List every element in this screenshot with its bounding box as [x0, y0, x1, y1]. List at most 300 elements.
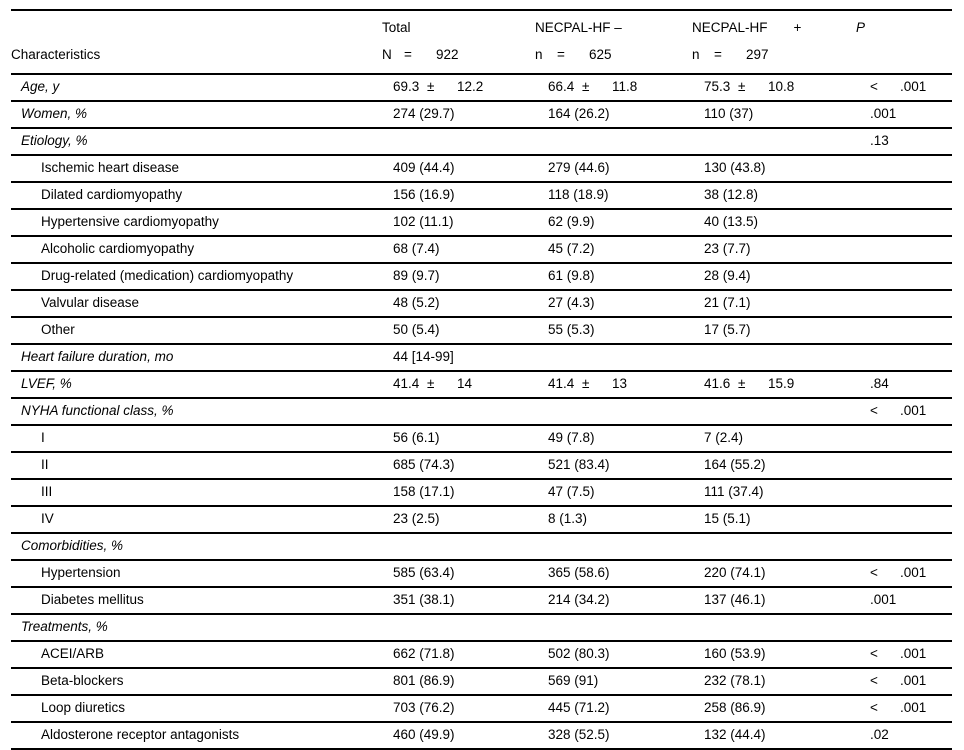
column-header-characteristics-label: Characteristics: [11, 47, 101, 62]
cell-necpal-negative-text: 445 (71.2): [548, 700, 610, 716]
cell-necpal-positive: [692, 236, 856, 263]
cell-total: [382, 560, 535, 587]
cell-necpal-negative: [535, 614, 692, 641]
cell-necpal-negative: [535, 74, 692, 101]
cell-necpal-positive: [692, 506, 856, 533]
cell-necpal-positive: [692, 587, 856, 614]
row-label-text: Heart failure duration, mo: [21, 349, 174, 365]
cell-total-text: 23 (2.5): [393, 511, 440, 527]
row-label: [11, 209, 382, 236]
cell-necpal-positive-text: 160 (53.9): [704, 646, 766, 662]
row-label-text: Beta-blockers: [41, 673, 124, 689]
row-label-text: LVEF, %: [21, 376, 72, 392]
column-header-necpal-negative-label: NECPAL-HF –: [535, 20, 622, 35]
row-label-text: Ischemic heart disease: [41, 160, 180, 176]
cell-necpal-negative-text: 8 (1.3): [548, 511, 588, 527]
cell-necpal-negative: [535, 236, 692, 263]
row-label: [11, 641, 382, 668]
cell-total-text: 56 (6.1): [393, 430, 440, 446]
cell-total: [382, 695, 535, 722]
cell-total: [382, 236, 535, 263]
row-label: [11, 182, 382, 209]
cell-necpal-negative: [535, 479, 692, 506]
cell-total: [382, 344, 535, 371]
total-n-equals: =: [404, 47, 412, 62]
table-row: [11, 263, 952, 290]
cell-necpal-negative-text: 27 (4.3): [548, 295, 595, 311]
cell-necpal-negative: [535, 182, 692, 209]
cell-necpal-positive-plusminus: ±: [738, 79, 746, 95]
cell-necpal-positive-text: 137 (46.1): [704, 592, 766, 608]
cell-necpal-negative-text: 521 (83.4): [548, 457, 610, 473]
row-label: [11, 290, 382, 317]
cell-total-text: 662 (71.8): [393, 646, 455, 662]
neg-n-letter: n: [535, 47, 543, 62]
cell-necpal-positive-mean-sd: [704, 377, 794, 392]
cell-p-value: [856, 371, 952, 398]
cell-total: [382, 155, 535, 182]
table-header-row: [11, 10, 952, 74]
cell-total-sd: 12.2: [457, 79, 484, 95]
row-label-text: IV: [41, 511, 54, 527]
table-row: [11, 128, 952, 155]
cell-necpal-negative-text: 214 (34.2): [548, 592, 610, 608]
table-row: [11, 236, 952, 263]
cell-total-text: 703 (76.2): [393, 700, 455, 716]
row-label: [11, 533, 382, 560]
cell-necpal-negative: [535, 344, 692, 371]
cell-total-text: 156 (16.9): [393, 187, 455, 203]
cell-necpal-negative: [535, 155, 692, 182]
column-header-necpal-positive: [692, 10, 856, 74]
characteristics-table: [11, 9, 952, 750]
p-value-text: .84: [870, 376, 889, 392]
table-row: [11, 533, 952, 560]
table-row: [11, 74, 952, 101]
column-header-total-label: Total: [382, 20, 411, 35]
cell-necpal-positive: [692, 668, 856, 695]
cell-p-value: [856, 722, 952, 749]
table-row: [11, 506, 952, 533]
cell-necpal-negative: [535, 398, 692, 425]
cell-necpal-positive-mean-sd: [704, 80, 794, 95]
cell-necpal-positive-text: 258 (86.9): [704, 700, 766, 716]
table-row: [11, 452, 952, 479]
cell-p-value: [856, 290, 952, 317]
cell-necpal-positive-text: 17 (5.7): [704, 322, 751, 338]
total-n-letter: N: [382, 47, 392, 62]
cell-necpal-negative-text: 279 (44.6): [548, 160, 610, 176]
row-label: [11, 155, 382, 182]
cell-necpal-positive-text: 15 (5.1): [704, 511, 751, 527]
cell-necpal-negative-sd: 11.8: [612, 79, 638, 95]
cell-necpal-negative: [535, 425, 692, 452]
cell-total-mean: 69.3: [393, 79, 420, 95]
necpal-positive-sign: +: [793, 20, 802, 35]
row-label: [11, 128, 382, 155]
cell-necpal-negative: [535, 128, 692, 155]
column-header-necpal-negative-n: [535, 48, 612, 63]
cell-total-text: 685 (74.3): [393, 457, 455, 473]
table-row: [11, 317, 952, 344]
cell-necpal-negative-text: 62 (9.9): [548, 214, 595, 230]
cell-p-value: [856, 263, 952, 290]
cell-p-value: [856, 74, 952, 101]
cell-necpal-positive: [692, 560, 856, 587]
column-header-total-n: [382, 48, 459, 63]
neg-n-value: 625: [589, 47, 612, 62]
row-label-text: I: [41, 430, 45, 446]
row-label: [11, 317, 382, 344]
cell-necpal-negative: [535, 317, 692, 344]
cell-necpal-negative: [535, 668, 692, 695]
cell-p-value: [856, 587, 952, 614]
row-label: [11, 263, 382, 290]
cell-p-value: [856, 452, 952, 479]
row-label-text: Hypertension: [41, 565, 121, 581]
cell-p-value: [856, 398, 952, 425]
column-header-necpal-positive-label: [692, 21, 801, 36]
table-row: [11, 668, 952, 695]
cell-necpal-negative-sd: 13: [612, 376, 628, 392]
cell-p-value: [856, 128, 952, 155]
cell-necpal-positive: [692, 425, 856, 452]
cell-necpal-negative: [535, 101, 692, 128]
column-header-necpal-negative: [535, 10, 692, 74]
row-label-text: Women, %: [21, 106, 88, 122]
row-label: [11, 101, 382, 128]
cell-total: [382, 722, 535, 749]
cell-total: [382, 128, 535, 155]
cell-p-value: [856, 668, 952, 695]
p-value-text: .001: [900, 403, 927, 419]
row-label-text: Dilated cardiomyopathy: [41, 187, 183, 203]
table-row: [11, 101, 952, 128]
cell-total: [382, 452, 535, 479]
cell-necpal-negative-text: 45 (7.2): [548, 241, 595, 257]
cell-necpal-negative: [535, 722, 692, 749]
p-value-less-than: <: [870, 79, 878, 95]
cell-necpal-positive-text: 110 (37): [704, 106, 754, 122]
cell-total: [382, 506, 535, 533]
cell-total-text: 274 (29.7): [393, 106, 455, 122]
cell-necpal-negative: [535, 263, 692, 290]
row-label-text: Alcoholic cardiomyopathy: [41, 241, 195, 257]
cell-total-text: 102 (11.1): [393, 214, 454, 230]
cell-necpal-positive: [692, 317, 856, 344]
cell-total-text: 68 (7.4): [393, 241, 440, 257]
row-label-text: Drug-related (medication) cardiomyopathy: [41, 268, 294, 284]
row-label: [11, 479, 382, 506]
cell-total-mean-sd: [393, 377, 472, 392]
cell-necpal-positive: [692, 722, 856, 749]
cell-necpal-positive: [692, 290, 856, 317]
cell-necpal-positive: [692, 533, 856, 560]
cell-p-value: [856, 533, 952, 560]
cell-p-value: [856, 479, 952, 506]
cell-necpal-negative-mean: 66.4: [548, 79, 575, 95]
table-row: [11, 695, 952, 722]
cell-necpal-positive: [692, 128, 856, 155]
cell-necpal-positive-text: 132 (44.4): [704, 727, 766, 743]
cell-necpal-positive-text: 111 (37.4): [704, 484, 764, 500]
cell-total-text: 585 (63.4): [393, 565, 455, 581]
table-row: [11, 614, 952, 641]
table-row: [11, 371, 952, 398]
cell-necpal-negative: [535, 290, 692, 317]
cell-p-value: [856, 101, 952, 128]
cell-p-value: [856, 236, 952, 263]
cell-p-value: [856, 560, 952, 587]
cell-total-sd: 14: [457, 376, 473, 392]
cell-total: [382, 398, 535, 425]
cell-necpal-positive-text: 28 (9.4): [704, 268, 751, 284]
cell-necpal-positive: [692, 182, 856, 209]
cell-total: [382, 182, 535, 209]
column-header-necpal-positive-n: [692, 48, 769, 63]
row-label-text: Treatments, %: [21, 619, 108, 635]
cell-necpal-positive: [692, 398, 856, 425]
cell-necpal-negative: [535, 533, 692, 560]
cell-necpal-negative: [535, 452, 692, 479]
cell-total: [382, 263, 535, 290]
row-label: [11, 236, 382, 263]
cell-necpal-negative-text: 118 (18.9): [548, 187, 609, 203]
cell-total-text: 48 (5.2): [393, 295, 440, 311]
cell-total-text: 50 (5.4): [393, 322, 440, 338]
cell-necpal-positive: [692, 344, 856, 371]
necpal-positive-name: NECPAL-HF: [692, 20, 768, 35]
table-row: [11, 587, 952, 614]
cell-total-text: 409 (44.4): [393, 160, 455, 176]
row-label-text: Hypertensive cardiomyopathy: [41, 214, 219, 230]
row-label: [11, 614, 382, 641]
row-label-text: III: [41, 484, 53, 500]
row-label-text: Loop diuretics: [41, 700, 126, 716]
row-label-text: Aldosterone receptor antagonists: [41, 727, 240, 743]
cell-total: [382, 587, 535, 614]
cell-total: [382, 74, 535, 101]
cell-necpal-positive-text: 23 (7.7): [704, 241, 751, 257]
cell-p-value: [856, 317, 952, 344]
cell-necpal-positive: [692, 101, 856, 128]
p-value-text: .001: [900, 565, 927, 581]
table-row: [11, 398, 952, 425]
cell-necpal-positive-text: 232 (78.1): [704, 673, 766, 689]
cell-total: [382, 614, 535, 641]
cell-necpal-negative-text: 365 (58.6): [548, 565, 610, 581]
cell-necpal-negative: [535, 371, 692, 398]
cell-necpal-positive-text: 40 (13.5): [704, 214, 759, 230]
cell-necpal-positive-sd: 15.9: [768, 376, 795, 392]
row-label: [11, 506, 382, 533]
row-label: [11, 722, 382, 749]
p-value-less-than: <: [870, 646, 878, 662]
cell-necpal-negative: [535, 560, 692, 587]
row-label: [11, 560, 382, 587]
row-label: [11, 668, 382, 695]
p-value-text: .001: [870, 106, 897, 122]
cell-total-text: 351 (38.1): [393, 592, 455, 608]
table-row: [11, 479, 952, 506]
cell-necpal-positive: [692, 209, 856, 236]
cell-total: [382, 641, 535, 668]
cell-p-value: [856, 155, 952, 182]
cell-total-plusminus: ±: [427, 79, 435, 95]
table-row: [11, 290, 952, 317]
characteristics-table-container: [11, 9, 952, 750]
cell-necpal-positive: [692, 263, 856, 290]
column-header-characteristics: [11, 10, 382, 74]
cell-necpal-positive: [692, 74, 856, 101]
row-label: [11, 398, 382, 425]
p-value-less-than: <: [870, 565, 878, 581]
cell-p-value: [856, 641, 952, 668]
cell-necpal-negative-plusminus: ±: [582, 79, 590, 95]
column-header-p-value: [856, 10, 952, 74]
cell-necpal-negative-text: 569 (91): [548, 673, 599, 689]
cell-p-value: [856, 614, 952, 641]
p-value-text: .001: [870, 592, 897, 608]
cell-total-text: 801 (86.9): [393, 673, 455, 689]
cell-p-value: [856, 182, 952, 209]
pos-n-value: 297: [746, 47, 769, 62]
cell-necpal-negative-text: 164 (26.2): [548, 106, 610, 122]
cell-total-plusminus: ±: [427, 376, 435, 392]
cell-necpal-negative-text: 49 (7.8): [548, 430, 595, 446]
row-label-text: ACEI/ARB: [41, 646, 105, 662]
table-row: [11, 425, 952, 452]
cell-necpal-positive-text: 21 (7.1): [704, 295, 751, 311]
cell-total: [382, 479, 535, 506]
cell-p-value: [856, 209, 952, 236]
table-header: [11, 10, 952, 74]
p-value-less-than: <: [870, 403, 878, 419]
row-label: [11, 344, 382, 371]
cell-necpal-negative-text: 328 (52.5): [548, 727, 610, 743]
column-header-p-value-label: P: [856, 20, 866, 35]
cell-total: [382, 209, 535, 236]
row-label-text: Comorbidities, %: [21, 538, 124, 554]
cell-total: [382, 317, 535, 344]
cell-necpal-positive: [692, 614, 856, 641]
cell-total-text: 44 [14-99]: [393, 349, 454, 365]
cell-necpal-negative: [535, 587, 692, 614]
cell-total: [382, 371, 535, 398]
cell-necpal-negative-mean: 41.4: [548, 376, 575, 392]
pos-n-equals: =: [714, 47, 722, 62]
row-label: [11, 695, 382, 722]
cell-necpal-negative: [535, 695, 692, 722]
cell-necpal-positive: [692, 371, 856, 398]
table-body: [11, 74, 952, 749]
row-label-text: NYHA functional class, %: [21, 403, 174, 419]
table-row: [11, 182, 952, 209]
cell-necpal-positive: [692, 452, 856, 479]
p-value-text: .001: [900, 700, 927, 716]
row-label: [11, 452, 382, 479]
cell-total-mean: 41.4: [393, 376, 420, 392]
cell-necpal-positive-text: 130 (43.8): [704, 160, 766, 176]
table-row: [11, 155, 952, 182]
cell-total: [382, 425, 535, 452]
p-value-less-than: <: [870, 700, 878, 716]
cell-total: [382, 290, 535, 317]
row-label-text: Other: [41, 322, 75, 338]
cell-necpal-negative-text: 55 (5.3): [548, 322, 595, 338]
cell-necpal-positive: [692, 695, 856, 722]
row-label: [11, 425, 382, 452]
cell-necpal-positive: [692, 479, 856, 506]
row-label: [11, 587, 382, 614]
cell-total-text: 158 (17.1): [393, 484, 455, 500]
p-value-text: .001: [900, 79, 927, 95]
cell-necpal-negative: [535, 209, 692, 236]
cell-total-mean-sd: [393, 80, 483, 95]
cell-total: [382, 533, 535, 560]
cell-total-text: 460 (49.9): [393, 727, 455, 743]
cell-p-value: [856, 344, 952, 371]
cell-total-text: 89 (9.7): [393, 268, 440, 284]
cell-necpal-positive-text: 7 (2.4): [704, 430, 744, 446]
cell-necpal-negative-mean-sd: [548, 80, 637, 95]
cell-necpal-positive: [692, 641, 856, 668]
row-label-text: Age, y: [21, 79, 60, 95]
cell-necpal-positive-text: 164 (55.2): [704, 457, 766, 473]
cell-necpal-negative-text: 61 (9.8): [548, 268, 595, 284]
row-label-text: Diabetes mellitus: [41, 592, 144, 608]
cell-necpal-negative: [535, 506, 692, 533]
cell-necpal-positive-mean: 75.3: [704, 79, 731, 95]
table-row: [11, 209, 952, 236]
total-n-value: 922: [436, 47, 459, 62]
cell-p-value: [856, 506, 952, 533]
column-header-total: [382, 10, 535, 74]
cell-necpal-negative-plusminus: ±: [582, 376, 590, 392]
row-label-text: II: [41, 457, 49, 473]
cell-p-value: [856, 695, 952, 722]
cell-total: [382, 668, 535, 695]
cell-total: [382, 101, 535, 128]
row-label: [11, 371, 382, 398]
cell-necpal-positive: [692, 155, 856, 182]
cell-necpal-negative-text: 502 (80.3): [548, 646, 610, 662]
p-value-text: .02: [870, 727, 889, 743]
p-value-less-than: <: [870, 673, 878, 689]
cell-necpal-positive-mean: 41.6: [704, 376, 731, 392]
cell-necpal-positive-text: 220 (74.1): [704, 565, 766, 581]
p-value-text: .13: [870, 133, 889, 149]
table-row: [11, 344, 952, 371]
row-label: [11, 74, 382, 101]
p-value-text: .001: [900, 646, 927, 662]
cell-necpal-negative-text: 47 (7.5): [548, 484, 595, 500]
row-label-text: Valvular disease: [41, 295, 140, 311]
pos-n-letter: n: [692, 47, 700, 62]
cell-necpal-positive-text: 38 (12.8): [704, 187, 759, 203]
table-row: [11, 560, 952, 587]
table-row: [11, 722, 952, 749]
table-row: [11, 641, 952, 668]
row-label-text: Etiology, %: [21, 133, 88, 149]
cell-necpal-positive-sd: 10.8: [768, 79, 795, 95]
cell-p-value: [856, 425, 952, 452]
cell-necpal-negative-mean-sd: [548, 377, 627, 392]
cell-necpal-positive-plusminus: ±: [738, 376, 746, 392]
cell-necpal-negative: [535, 641, 692, 668]
neg-n-equals: =: [557, 47, 565, 62]
p-value-text: .001: [900, 673, 927, 689]
